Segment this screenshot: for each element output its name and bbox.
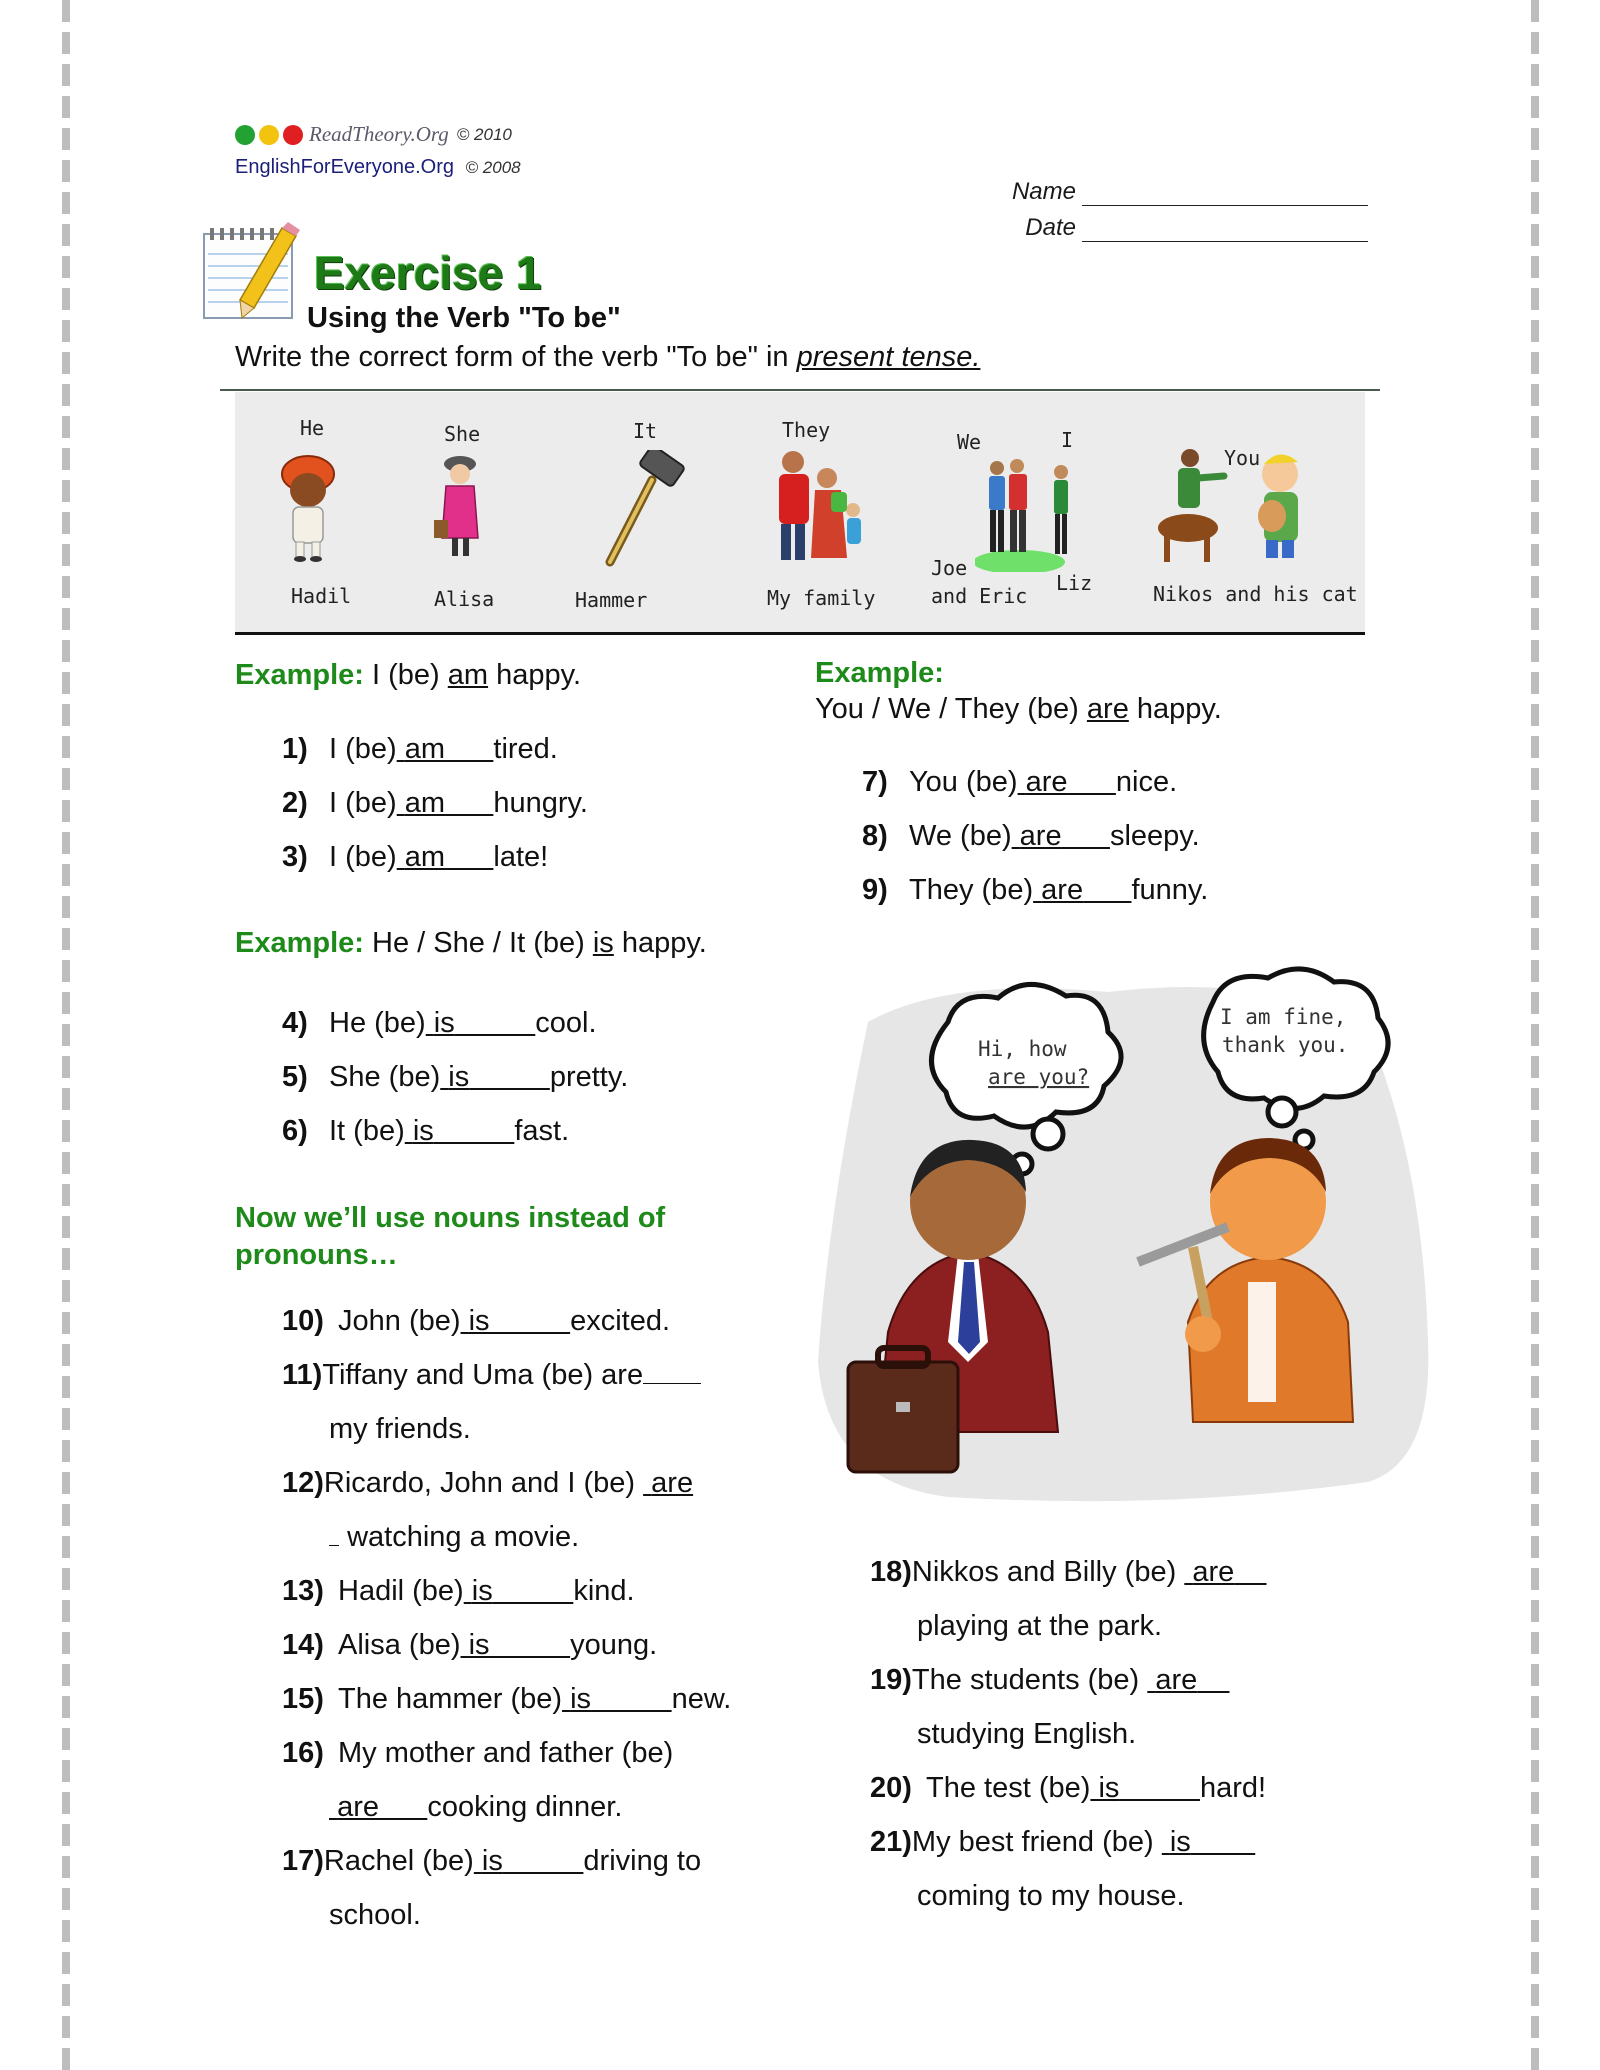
question-1-text: I (be) (329, 733, 397, 765)
joe-eric-liz-icon (975, 452, 1095, 572)
name-label: Name (1011, 178, 1076, 205)
question-13-number: 13) (282, 1575, 324, 1607)
question-16-end: cooking dinner. (427, 1791, 623, 1823)
question-12 (282, 1467, 693, 1500)
question-5-text: She (be) (329, 1061, 441, 1093)
page-border-right (1531, 0, 1539, 2070)
question-13-end: kind. (573, 1575, 635, 1607)
label-they: They (782, 418, 831, 442)
question-12-answer[interactable]: are (651, 1467, 694, 1499)
example-2-answer: is (592, 927, 614, 959)
label-we: We (957, 430, 982, 454)
question-13-text: Hadil (be) (338, 1575, 464, 1607)
label-alisa: Alisa (434, 587, 495, 611)
label-it: It (633, 419, 658, 443)
example-2-post: happy. (621, 927, 707, 959)
question-1-end: tired. (493, 733, 558, 765)
right-bubble-line2: thank you. (1222, 1033, 1349, 1057)
question-6 (282, 1115, 569, 1148)
question-17-number: 17) (282, 1845, 324, 1877)
question-8-answer[interactable]: are (1019, 820, 1062, 852)
question-8-end: sleepy. (1109, 820, 1200, 852)
question-8-text: We (be) (909, 820, 1012, 852)
question-9 (862, 874, 1208, 907)
question-19-end: studying English. (917, 1718, 1137, 1750)
question-12-blank[interactable] (329, 1522, 339, 1546)
question-9-answer[interactable]: are (1041, 874, 1084, 906)
question-12-line2 (329, 1521, 579, 1554)
question-7-end: nice. (1115, 766, 1178, 798)
question-15 (282, 1683, 731, 1716)
brand-readtheory (235, 122, 512, 147)
label-and-eric: and Eric (931, 584, 1028, 608)
question-9-text: They (be) (909, 874, 1034, 906)
question-11 (282, 1359, 701, 1392)
question-13 (282, 1575, 635, 1608)
question-2-end: hungry. (493, 787, 588, 819)
date-field[interactable] (1025, 214, 1368, 242)
label-she: She (444, 422, 481, 446)
question-21-end: coming to my house. (917, 1880, 1185, 1912)
question-20-end: hard! (1200, 1772, 1267, 1804)
question-7-answer[interactable]: are (1025, 766, 1068, 798)
example-2 (235, 927, 707, 960)
question-10-answer[interactable]: is (468, 1305, 490, 1337)
notepad-pencil-icon (200, 222, 310, 322)
label-hadil: Hadil (291, 584, 352, 608)
date-label: Date (1025, 214, 1076, 241)
question-17-end: driving to (583, 1845, 702, 1877)
readtheory-copyright: © 2010 (456, 124, 512, 144)
question-3-text: I (be) (329, 841, 397, 873)
left-bubble-line1: Hi, how (978, 1037, 1067, 1061)
brand-englishforeveryone (235, 156, 521, 179)
nouns-heading (235, 1200, 665, 1274)
question-4 (282, 1007, 597, 1040)
example-3-pre: You / We / They (be) (815, 693, 1079, 725)
question-6-end: fast. (514, 1115, 570, 1147)
question-5-end: pretty. (549, 1061, 629, 1093)
question-9-end: funny. (1131, 874, 1209, 906)
hammer-icon (590, 450, 690, 570)
question-17 (282, 1845, 701, 1878)
question-1-answer[interactable]: am (404, 733, 446, 765)
question-3-end: late! (493, 841, 549, 873)
question-19 (870, 1664, 1230, 1697)
label-nikos: Nikos and his cat (1153, 582, 1358, 606)
left-bubble-line2: are you? (988, 1065, 1090, 1089)
question-13-answer[interactable]: is (471, 1575, 493, 1607)
question-20-text: The test (be) (926, 1772, 1091, 1804)
label-liz: Liz (1056, 571, 1093, 595)
right-bubble-line1: I am fine, (1220, 1005, 1347, 1029)
question-17-answer[interactable]: is (481, 1845, 503, 1877)
example-3-label: Example: (815, 657, 944, 689)
question-3-answer[interactable]: am (404, 841, 446, 873)
question-8 (862, 820, 1200, 853)
question-11-number: 11) (282, 1359, 323, 1391)
question-14 (282, 1629, 657, 1662)
example-3-answer: are (1086, 693, 1129, 725)
question-14-answer[interactable]: is (468, 1629, 490, 1661)
example-1-post: happy. (496, 659, 582, 691)
question-2-text: I (be) (329, 787, 397, 819)
question-11-text: Tiffany and Uma (be) are (322, 1359, 644, 1391)
instructions-emphasis: present tense. (796, 341, 981, 373)
exercise-title: Exercise 1 (314, 247, 542, 299)
question-5 (282, 1061, 628, 1094)
question-7-text: You (be) (909, 766, 1018, 798)
name-line[interactable] (1082, 182, 1368, 206)
question-15-end: new. (671, 1683, 732, 1715)
date-line[interactable] (1082, 218, 1368, 242)
question-9-number: 9) (862, 874, 888, 906)
question-2-number: 2) (282, 787, 308, 819)
question-21 (870, 1826, 1255, 1859)
question-7 (862, 766, 1177, 799)
label-i: I (1061, 428, 1074, 452)
label-you: You (1224, 446, 1261, 470)
question-18 (870, 1556, 1267, 1589)
question-5-number: 5) (282, 1061, 308, 1093)
question-10-end: excited. (570, 1305, 671, 1337)
question-15-text: The hammer (be) (338, 1683, 563, 1715)
question-18-end: playing at the park. (917, 1610, 1163, 1642)
question-16 (282, 1737, 673, 1770)
question-2-answer[interactable]: am (404, 787, 446, 819)
question-6-answer[interactable]: is (412, 1115, 434, 1147)
question-4-text: He (be) (329, 1007, 426, 1039)
example-3-post: happy. (1136, 693, 1222, 725)
conversation-illustration (808, 962, 1438, 1507)
question-15-number: 15) (282, 1683, 324, 1715)
question-4-number: 4) (282, 1007, 308, 1039)
label-family: My family (767, 586, 876, 610)
englishforeveryone-site: EnglishForEveryone.Org (235, 156, 454, 178)
question-18-answer[interactable]: are (1192, 1556, 1235, 1588)
question-16-line2 (329, 1791, 622, 1824)
question-4-end: cool. (535, 1007, 597, 1039)
page-border-left (62, 0, 70, 2070)
pronoun-picture-panel (235, 392, 1365, 635)
question-12-text: Ricardo, John and I (be) (323, 1467, 636, 1499)
alisa-girl-icon (430, 452, 490, 564)
example-3 (815, 693, 1222, 726)
question-14-number: 14) (282, 1629, 324, 1661)
example-1-label: Example: (235, 659, 364, 691)
question-15-answer[interactable]: is (570, 1683, 592, 1715)
instructions-text: Write the correct form of the verb "To be" in (235, 341, 789, 373)
example-1-answer: am (447, 659, 489, 691)
green-dot-icon (235, 125, 255, 145)
question-21-text: My best friend (be) (911, 1826, 1154, 1858)
question-12-end: watching a movie. (347, 1521, 580, 1553)
header-divider (220, 389, 1380, 391)
question-4-answer[interactable]: is (433, 1007, 455, 1039)
question-12-number: 12) (282, 1467, 324, 1499)
question-5-answer[interactable]: is (448, 1061, 470, 1093)
question-8-number: 8) (862, 820, 888, 852)
question-14-text: Alisa (be) (338, 1629, 461, 1661)
example-2-pre: He / She / It (be) (372, 927, 585, 959)
nikos-cat-icon (1140, 440, 1340, 570)
label-joe: Joe (931, 556, 968, 580)
question-17-text: Rachel (be) (323, 1845, 474, 1877)
question-16-number: 16) (282, 1737, 324, 1769)
yellow-dot-icon (259, 125, 279, 145)
question-19-text: The students (be) (911, 1664, 1140, 1696)
nouns-heading-line1: Now we’ll use nouns instead of (235, 1202, 666, 1234)
exercise-subtitle: Using the Verb "To be" (307, 302, 621, 334)
question-18-number: 18) (870, 1556, 912, 1588)
hadil-boy-icon (273, 452, 343, 562)
question-17-end2: school. (329, 1899, 421, 1931)
readtheory-site: ReadTheory.Org (309, 122, 449, 146)
question-1-number: 1) (282, 733, 308, 765)
question-21-answer[interactable]: is (1169, 1826, 1191, 1858)
question-20-answer[interactable]: is (1098, 1772, 1120, 1804)
question-6-number: 6) (282, 1115, 308, 1147)
question-10-number: 10) (282, 1305, 324, 1337)
question-19-number: 19) (870, 1664, 912, 1696)
question-10-text: John (be) (338, 1305, 461, 1337)
question-19-answer[interactable]: are (1155, 1664, 1198, 1696)
example-2-label: Example: (235, 927, 364, 959)
instructions (235, 341, 980, 374)
question-18-text: Nikkos and Billy (be) (911, 1556, 1177, 1588)
example-1-pre: I (be) (372, 659, 440, 691)
question-14-end: young. (570, 1629, 658, 1661)
name-field[interactable] (1012, 178, 1368, 206)
question-7-number: 7) (862, 766, 888, 798)
question-16-answer[interactable]: are (337, 1791, 379, 1823)
label-hammer: Hammer (575, 588, 648, 612)
question-11-blank[interactable] (643, 1360, 701, 1384)
question-11-end: my friends. (329, 1413, 471, 1445)
question-2 (282, 787, 588, 820)
nouns-heading-line2: pronouns… (235, 1239, 398, 1271)
question-20 (870, 1772, 1266, 1805)
question-20-number: 20) (870, 1772, 912, 1804)
question-3-number: 3) (282, 841, 308, 873)
red-dot-icon (283, 125, 303, 145)
question-16-text: My mother and father (be) (338, 1737, 674, 1769)
example-1 (235, 659, 581, 692)
question-6-text: It (be) (329, 1115, 405, 1147)
englishforeveryone-copyright: © 2008 (465, 158, 521, 177)
question-10 (282, 1305, 670, 1338)
family-icon (765, 448, 875, 570)
question-21-number: 21) (870, 1826, 912, 1858)
question-3 (282, 841, 548, 874)
label-he: He (300, 416, 325, 440)
question-1 (282, 733, 558, 766)
